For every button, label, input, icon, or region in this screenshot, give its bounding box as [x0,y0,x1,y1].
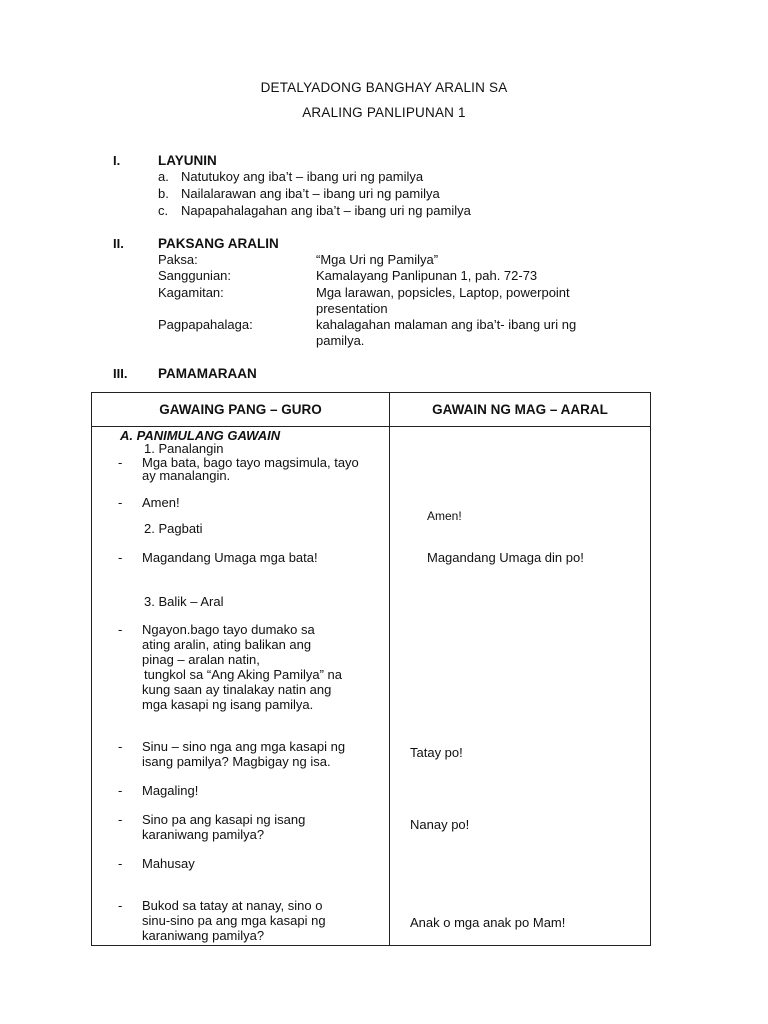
field-value: Kamalayang Panlipunan 1, pah. 72-73 [316,268,538,283]
field-value-continued: pamilya. [316,333,365,348]
field-label: Sanggunian: [158,268,232,283]
step-label: 1. Panalangin [144,441,224,456]
step-label: 2. Pagbati [144,521,203,536]
teacher-line: Magandang Umaga mga bata! [142,550,318,565]
student-response: Amen! [427,509,462,523]
student-response: Tatay po! [410,745,463,760]
field-label: Paksa: [158,252,198,267]
teacher-line: kung saan ay tinalakay natin ang [142,682,332,697]
teacher-line: Sinu – sino nga ang mga kasapi ng [142,739,346,754]
student-response: Nanay po! [410,817,470,832]
teacher-line: karaniwang pamilya? [142,928,265,943]
section-heading: PAKSANG ARALIN [158,236,279,251]
teacher-line: pinag – aralan natin, [142,652,260,667]
objective-marker: c. [158,203,169,218]
teacher-line: isang pamilya? Magbigay ng isa. [142,754,331,769]
teacher-line: Mahusay [142,856,195,871]
field-value-continued: presentation [316,301,388,316]
dash-bullet: - [118,812,123,827]
teacher-line: Ngayon.bago tayo dumako sa [142,622,315,637]
field-value: kahalagahan malaman ang iba’t- ibang uri ng [316,317,577,332]
objective-marker: b. [158,186,169,201]
procedure-table [91,392,651,946]
teacher-line: Bukod sa tatay at nanay, sino o [142,898,323,913]
step-label: 3. Balik – Aral [144,594,224,609]
teacher-line: Sino pa ang kasapi ng isang [142,812,306,827]
teacher-column-header: GAWAING PANG – GURO [92,393,390,427]
objective-text: Nailalarawan ang iba’t – ibang uri ng pamilya [181,186,440,201]
subsection-heading: A. PANIMULANG GAWAIN [120,428,281,443]
dash-bullet: - [118,495,123,510]
section-numeral: III. [113,366,128,381]
teacher-line: sinu-sino pa ang mga kasapi ng [142,913,326,928]
teacher-line: Amen! [142,495,180,510]
dash-bullet: - [118,898,123,913]
teacher-line: ay manalangin. [142,468,231,483]
objective-text: Natutukoy ang iba’t – ibang uri ng pamilya [181,169,424,184]
objective-text: Napapahalagahan ang iba’t – ibang uri ng pamilya [181,203,471,218]
teacher-line: Mga bata, bago tayo magsimula, tayo [142,455,359,470]
teacher-line: karaniwang pamilya? [142,827,265,842]
table-body-row [92,427,651,946]
document-title: DETALYADONG BANGHAY ARALIN SA [260,80,508,95]
teacher-line: mga kasapi ng isang pamilya. [142,697,314,712]
student-responses-cell [390,427,651,946]
teacher-line: ating aralin, ating balikan ang [142,637,312,652]
teacher-line: Magaling! [142,783,199,798]
section-numeral: II. [113,236,124,251]
section-heading: PAMAMARAAN [158,366,257,381]
dash-bullet: - [118,455,123,470]
student-response: Anak o mga anak po Mam! [410,915,566,930]
section-numeral: I. [113,153,121,168]
field-value: Mga larawan, popsicles, Laptop, powerpoint [316,285,570,300]
dash-bullet: - [118,622,123,637]
dash-bullet: - [118,783,123,798]
teacher-activities-cell [92,427,390,946]
student-column-header: GAWAIN NG MAG – AARAL [390,393,651,427]
dash-bullet: - [118,856,123,871]
field-label: Kagamitan: [158,285,224,300]
objective-marker: a. [158,169,169,184]
teacher-line: tungkol sa “Ang Aking Pamilya” na [144,667,342,682]
dash-bullet: - [118,550,123,565]
field-label: Pagpapahalaga: [158,317,253,332]
student-response: Magandang Umaga din po! [427,550,584,565]
document-subtitle: ARALING PANLIPUNAN 1 [302,105,466,120]
table-header-row [92,393,651,427]
dash-bullet: - [118,739,123,754]
field-value: “Mga Uri ng Pamilya” [316,252,439,267]
section-heading: LAYUNIN [158,153,217,168]
